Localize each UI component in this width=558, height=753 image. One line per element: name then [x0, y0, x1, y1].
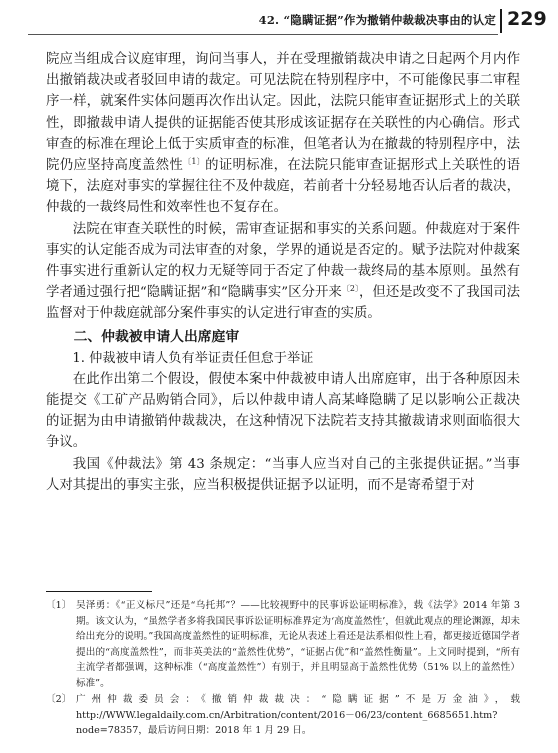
- page-header: [0, 0, 558, 40]
- footnote-ref-1[interactable]: 〔1〕: [183, 157, 206, 167]
- footnote-2: [46, 692, 520, 739]
- page-number: 229: [507, 8, 547, 30]
- subsection-heading: 1. 仲裁被申请人负有举证责任但怠于举证: [72, 350, 314, 366]
- paragraph-4: 我国《仲裁法》第 43 条规定：“当事人应当对自己的主张提供证据。”当事人对其提出的事实主张，应当积极提供证据予以证明，而不是寄希望于对: [46, 456, 520, 493]
- body-text: [46, 49, 520, 496]
- paragraph-1: 院应当组成合议庭审理，询问当事人，并在受理撤销裁决申请之日起两个月内作出撤销裁决或者驳回申请的裁定。可见法院在特别程序中，不可能像民事二审程序一样，就案件实体问题再次作出认定。因此，法院只能审查证据形式上的关联性，即撤裁申请人提供的证据能否使其形成该证据存在关联性的内心确信。形式审查的标准在理论上低于实质审查的标准，但笔者认为在撤裁的特别程序中，法院仍应坚持高度盖然性$^{〔1〕}$的证明标准，在法院只能审查证据形式上关联性的语境下，法庭对事实的掌握往往不及仲裁庭，若前者十分轻易地否认后者的裁决，仲裁的一裁终局性和效率性也不复存在。: [46, 52, 521, 216]
- section-heading: 二、仲裁被申请人出席庭审: [73, 328, 240, 345]
- footnote-mark: 〔2〕: [46, 694, 72, 705]
- header-separator: [500, 9, 502, 33]
- footnotes: [46, 598, 520, 740]
- footnote-text: 吴泽勇：《“正义标尺”还是“乌托邦”？——比较视野中的民事诉讼证明标准》，载《法学》2014 年第 3 期。该文认为，“虽然学者多将我国民事诉讼证明标准界定为‘高度盖然性’，但就此观点的理论渊源，却未给出充分的说明。”我国高度盖然性的证明标准，无论从表述上看还是法系相似性上看，都更接近德国学者提出的“高度盖然性”，而非英美法的“盖然性优势”，“证据占优”和“盖然性衡量”。上文同时提到，“所有主流学者都强调，这种标准（“高度盖然性”）有别于，并且明显高于盖然性优势（51% 以上的盖然性）标准”。: [76, 600, 520, 689]
- footnote-mark: 〔1〕: [46, 600, 72, 611]
- header-rule: [28, 34, 498, 35]
- running-title: 42. “隐瞒证据”作为撤销仲裁裁决事由的认定: [258, 13, 496, 27]
- paragraph-2: 法院在审查关联性的时候，需审查证据和事实的关系问题。仲裁庭对于案件事实的认定能否成为司法审查的对象，学界的通说是否定的。赋予法院对仲裁案件事实进行重新认定的权力无疑等同于否定了仲裁一裁终局的基本原则。虽然有学者通过强行把“隐瞒证据”和“隐瞒事实”区分开来$^{〔2〕}$，但还是改变不了我国司法监督对于仲裁庭就部分案件事实的认定进行审查的实质。: [46, 221, 520, 322]
- footnote-1: [46, 598, 520, 691]
- footnote-text: 广州仲裁委员会：《撤销仲裁裁决：“隐瞒证据”不是万金油》，载 http://WWW.legaldaily.com.cn/Arbitration/content/2016－06/23/content_6685651.htm?node=78357，最后访问日期：2018 年 1 月 29 日。: [76, 694, 520, 736]
- footnote-ref-2[interactable]: 〔2〕: [341, 284, 360, 294]
- paragraph-3: 在此作出第二个假设，假使本案中仲裁被申请人出席庭审，出于各种原因未能提交《工矿产品购销合同》，后以仲裁申请人高某峰隐瞒了足以影响公正裁决的证据为由申请撤销仲裁裁决，在这种情况下法院若支持其撤裁请求则面临很大争议。: [46, 371, 520, 451]
- footnote-rule: [46, 591, 152, 592]
